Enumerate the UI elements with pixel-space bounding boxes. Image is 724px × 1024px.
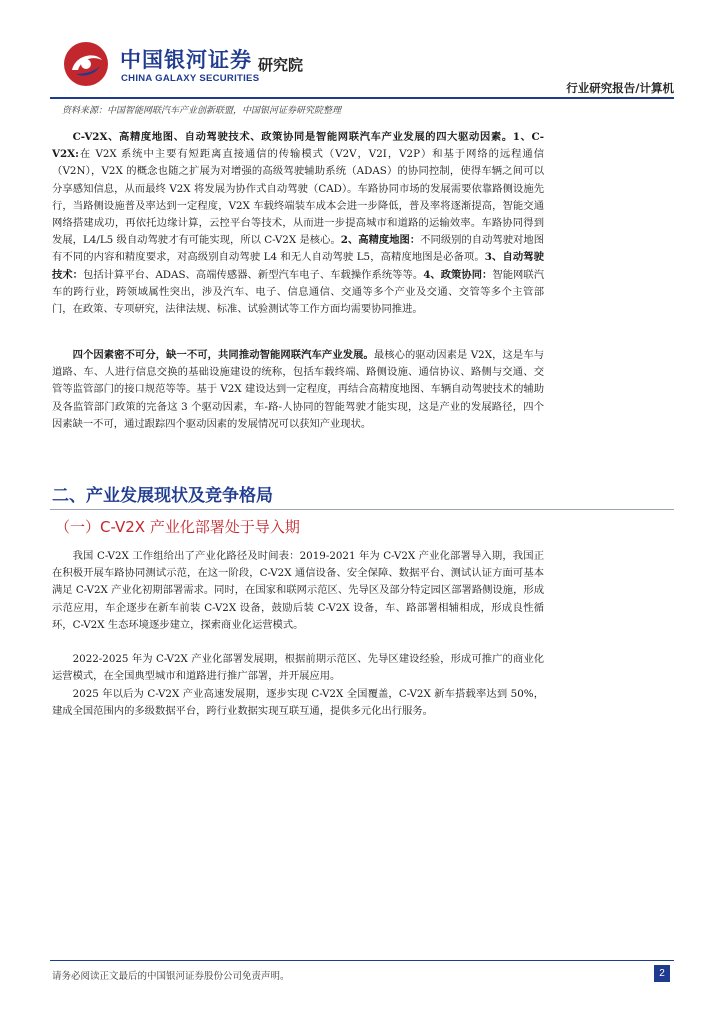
paragraph-indispensable <box>52 347 544 433</box>
logo-english-name: CHINA GALAXY SECURITIES <box>121 73 260 84</box>
source-note: 资料来源：中国智能网联汽车产业创新联盟，中国银河证券研究院整理 <box>62 106 342 116</box>
logo-chinese-name: 中国银河证券 <box>120 48 252 72</box>
footer-disclaimer: 请务必阅读正文最后的中国银河证券股份公司免责声明。 <box>52 971 290 982</box>
subsection-title: （一）C-V2X 产业化部署处于导入期 <box>55 518 300 536</box>
run: 2、高精度地图： <box>340 234 421 247</box>
paragraph-rapid-growth-period: 2025 年以后为 C-V2X 产业高速发展期，逐步实现 C-V2X 全国覆盖，C-V2X 新车搭载率达到 50%，建成全国范围内的多级数据平台，跨行业数据实现互联互通，提供多元化出行服务。 <box>52 688 544 718</box>
paragraph-development-period: 2022-2025 年为 C-V2X 产业化部署发展期，根据前期示范区、先导区建设经验，形成可推广的商业化运营模式，在全国典型城市和道路进行推广部署，并开展应用。 <box>52 653 544 683</box>
section-divider <box>50 509 674 510</box>
run: 包括计算平台、ADAS、高端传感器、新型汽车电子、车载操作系统等等。 <box>83 268 424 281</box>
run: 3、自动驾驶技术： <box>52 251 544 281</box>
footer-divider <box>50 960 674 961</box>
run: 4、政策协同： <box>423 268 493 281</box>
paragraph-four-drivers <box>52 129 544 318</box>
institute-name: 研究院 <box>258 56 304 74</box>
header-divider <box>50 97 674 99</box>
run: 智能网联汽车的跨行业，跨领域属性突出，涉及汽车、电子、信息通信、交通等多个产业及交通、交管等多个主管部门，在政策、专项研究，法律法规、标准、试验测试等工作方面均需要协同推进。 <box>52 268 545 316</box>
paragraph-import-period: 我国 C-V2X 工作组给出了产业化路径及时间表：2019-2021 年为 C-V2X 产业化部署导入期，我国正在积极开展车路协同测试示范，在这一阶段，C-V2X 通信设备、安全保障、数据平台、测试认证方面可基本满足 C-V2X 产业化初期部署需求。同时，在国家和联网示范区、先导区及部分特定园区部署路侧设施，形成示范应用，车企逐步在新车前装 C-V2X 设备，鼓励后装 C-V2X 设备，车、路部署相辅相成，形成良性循环，C-V2X 生态环境逐步建立，探索商业化运营模式。 <box>52 550 544 631</box>
page-number: 2 <box>654 965 670 982</box>
report-category: 行业研究报告/计算机 <box>566 81 674 95</box>
run: C-V2X、高精度地图、自动驾驶技术、政策协同是智能网联汽车产业发展的四大驱动因素。1、C-V2X: <box>52 131 544 161</box>
run: 四个因素密不可分，缺一不可，共同推动智能网联汽车产业发展。 <box>72 349 374 361</box>
run: 最核心的驱动因素是 V2X，这是车与道路、车、人进行信息交换的基础设施建设的统称，包括车载终端、路侧设施、通信协议、路侧与交通、交管等监管部门的接口规范等等。基于 V2X 建设达到一定程度，再结合高精度地图、车辆自动驾驶技术的辅助及各监管部门政策的完备这 3 个驱动因素，车-路-人协同的智能驾驶才能实现，这是产业的发展路径，四个因素缺一不可，通过跟踪四个驱动因素的发展情况可以获知产业现状。 <box>52 349 545 430</box>
galaxy-logo-icon <box>62 40 110 88</box>
run: 在 V2X 系统中主要有短距离直接通信的传输模式（V2V，V2I，V2P）和基于网络的远程通信（V2N），V2X 的概念也随之扩展为对增强的高级驾驶辅助系统（ADAS）的协同控制，使得车辆之间可以分享感知信息，从而最终 V2X 将发展为协作式自动驾驶（CAD）。车路协同市场的发展需要依靠路侧设施先行，当路侧设施普及率达到一定程度，V2X 车载终端装车成本会进一步降低，普及率将逐渐提高，智能交通网络搭建成功，再依托边缘计算，云控平台等技术，从而进一步提高城市和道路的运输效率。车路协同得到发展，L4/L5 级自动驾驶才有可能实现，所以 C-V2X 是核心。 <box>52 148 544 247</box>
run: 不同级别的自动驾驶对地图有不同的内容和精度要求，对高级别自动驾驶 L4 和无人自动驾驶 L5，高精度地图是必备项。 <box>52 234 544 264</box>
section-title: 二、产业发展现状及竞争格局 <box>52 486 273 506</box>
company-logo <box>62 40 322 96</box>
